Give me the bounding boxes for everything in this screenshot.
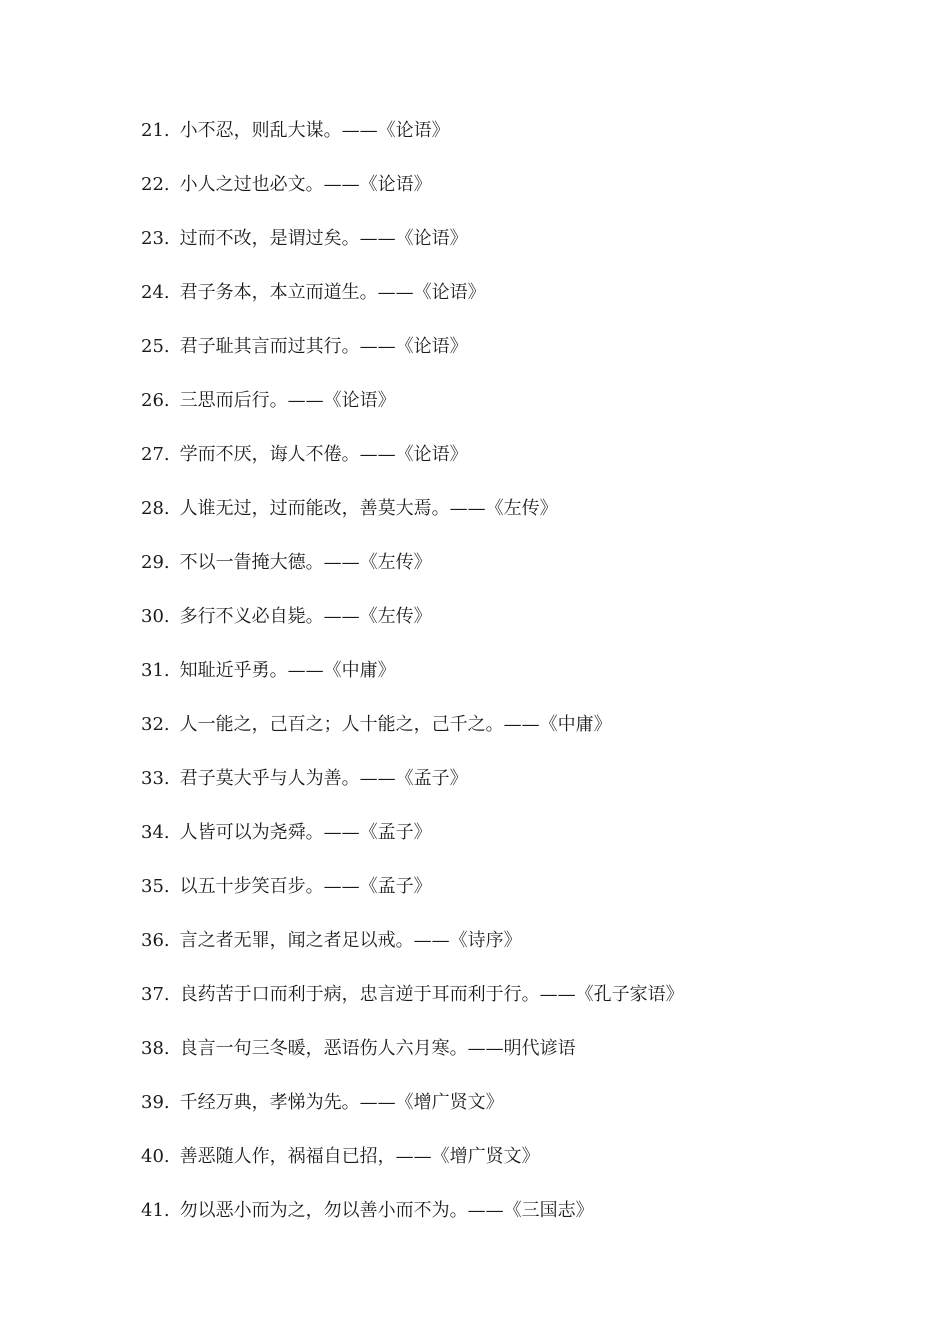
quote-number: 38. <box>141 1038 170 1059</box>
list-item <box>141 927 921 981</box>
list-item <box>141 1197 921 1251</box>
quote-number: 41. <box>141 1200 170 1221</box>
list-item <box>141 657 921 711</box>
quote-text: 小不忍，则乱大谋。——《论语》 <box>179 120 450 141</box>
list-item <box>141 171 921 225</box>
quote-text: 良言一句三冬暖，恶语伤人六月寒。——明代谚语 <box>179 1038 576 1059</box>
list-item <box>141 279 921 333</box>
quote-text: 君子务本，本立而道生。——《论语》 <box>179 282 486 303</box>
quote-number: 26. <box>141 390 170 411</box>
quote-text: 不以一眚掩大德。——《左传》 <box>179 552 432 573</box>
list-item <box>141 495 921 549</box>
list-item <box>141 765 921 819</box>
quote-text: 君子莫大乎与人为善。——《孟子》 <box>179 768 468 789</box>
quote-number: 29. <box>141 552 170 573</box>
list-item <box>141 1143 921 1197</box>
list-item <box>141 333 921 387</box>
quote-text: 千经万典，孝悌为先。——《增广贤文》 <box>179 1092 504 1113</box>
quote-number: 32. <box>141 714 170 735</box>
list-item <box>141 819 921 873</box>
list-item <box>141 981 921 1035</box>
quote-text: 善恶随人作，祸福自已招，——《增广贤文》 <box>179 1146 540 1167</box>
quote-number: 24. <box>141 282 170 303</box>
list-item <box>141 603 921 657</box>
quote-text: 良药苦于口而利于病，忠言逆于耳而利于行。——《孔子家语》 <box>179 984 684 1005</box>
list-item <box>141 225 921 279</box>
quote-text: 人皆可以为尧舜。——《孟子》 <box>179 822 432 843</box>
quote-text: 三思而后行。——《论语》 <box>179 390 396 411</box>
quote-number: 25. <box>141 336 170 357</box>
quote-number: 36. <box>141 930 170 951</box>
quote-number: 21. <box>141 120 170 141</box>
list-item <box>141 441 921 495</box>
quote-text: 勿以恶小而为之，勿以善小而不为。——《三国志》 <box>179 1200 594 1221</box>
quote-number: 28. <box>141 498 170 519</box>
quote-number: 40. <box>141 1146 170 1167</box>
quote-number: 27. <box>141 444 170 465</box>
list-item <box>141 711 921 765</box>
list-item <box>141 1089 921 1143</box>
list-item <box>141 873 921 927</box>
quote-text: 小人之过也必文。——《论语》 <box>179 174 432 195</box>
quote-number: 39. <box>141 1092 170 1113</box>
quote-text: 人谁无过，过而能改，善莫大焉。——《左传》 <box>179 498 558 519</box>
quote-text: 知耻近乎勇。——《中庸》 <box>179 660 396 681</box>
list-item <box>141 387 921 441</box>
quote-list <box>141 117 921 1251</box>
quote-number: 37. <box>141 984 170 1005</box>
quote-number: 23. <box>141 228 170 249</box>
list-item <box>141 1035 921 1089</box>
list-item <box>141 117 921 171</box>
quote-text: 言之者无罪，闻之者足以戒。——《诗序》 <box>179 930 522 951</box>
quote-number: 35. <box>141 876 170 897</box>
quote-text: 君子耻其言而过其行。——《论语》 <box>179 336 468 357</box>
quote-number: 33. <box>141 768 170 789</box>
quote-text: 多行不义必自毙。——《左传》 <box>179 606 432 627</box>
list-item <box>141 549 921 603</box>
quote-text: 人一能之，己百之；人十能之，己千之。——《中庸》 <box>179 714 612 735</box>
quote-number: 34. <box>141 822 170 843</box>
quote-text: 过而不改，是谓过矣。——《论语》 <box>179 228 468 249</box>
quote-number: 22. <box>141 174 170 195</box>
quote-number: 30. <box>141 606 170 627</box>
quote-text: 学而不厌，诲人不倦。——《论语》 <box>179 444 468 465</box>
quote-number: 31. <box>141 660 170 681</box>
quote-text: 以五十步笑百步。——《孟子》 <box>179 876 432 897</box>
